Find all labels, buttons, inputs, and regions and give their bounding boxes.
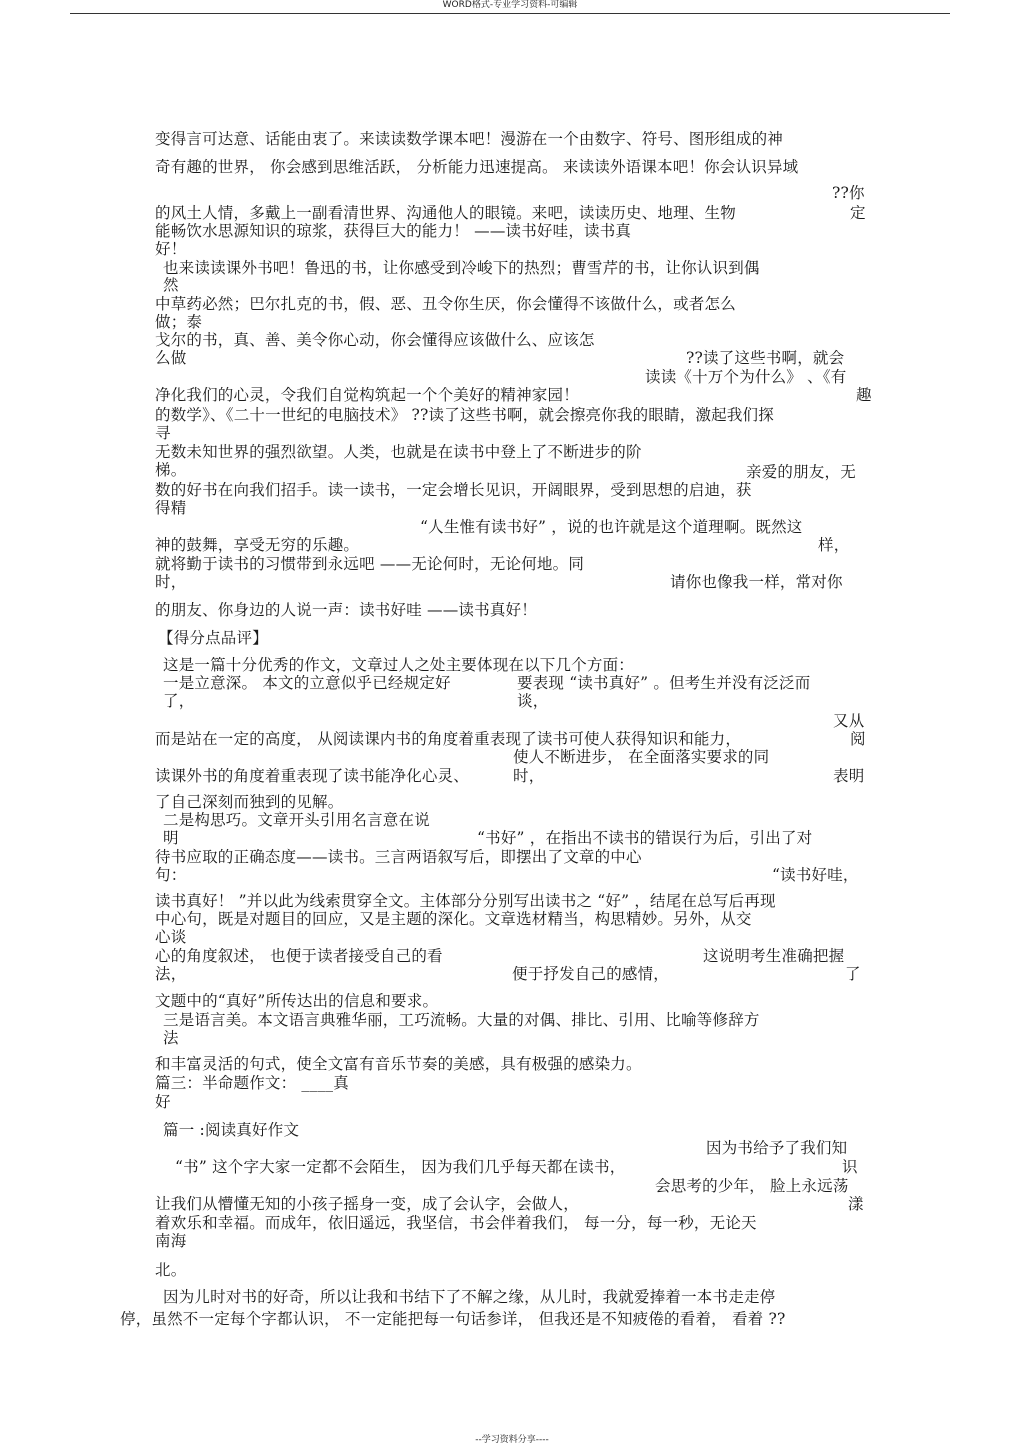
- text-line: 么做: [155, 349, 187, 367]
- text-line: 时，: [513, 767, 545, 785]
- text-line: 这是一篇十分优秀的作文，文章过人之处主要体现在以下几个方面：: [163, 656, 635, 674]
- text-line: 读读《十万个为什么》 、《有: [645, 368, 847, 386]
- text-line: 篇一 :阅读真好作文: [163, 1121, 300, 1139]
- text-line: 北。: [155, 1261, 187, 1279]
- text-line: 南海: [155, 1232, 187, 1250]
- text-line: 能畅饮水思源知识的琼浆，获得巨大的能力！ ——读书好哇，读书真: [155, 222, 632, 240]
- text-line: 法: [163, 1029, 179, 1047]
- text-line: 识: [842, 1158, 858, 1176]
- text-line: 做；泰: [155, 313, 203, 331]
- text-line: 得精: [155, 499, 187, 517]
- text-line: “书好” ，在指出不读书的错误行为后，引出了对: [477, 829, 813, 847]
- text-line: 也来读读课外书吧！鲁迅的书，让你感受到冷峻下的热烈；曹雪芹的书，让你认识到偶: [163, 259, 760, 277]
- text-line: 法，: [155, 965, 187, 983]
- text-line: 时，: [155, 573, 187, 591]
- text-line: 又从: [833, 712, 865, 730]
- text-line: 谈，: [517, 692, 549, 710]
- text-line: 样，: [818, 536, 850, 554]
- text-line: 请你也像我一样，常对你: [670, 573, 843, 591]
- text-line: 【得分点品评】: [158, 629, 268, 647]
- text-line: 因为儿时对书的好奇，所以让我和书结下了不解之缘，从儿时，我就爱捧着一本书走走停: [163, 1288, 776, 1306]
- text-line: 无数未知世界的强烈欲望。人类，也就是在读书中登上了不断进步的阶: [155, 443, 642, 461]
- text-line: 篇三：半命题作文： ____真: [155, 1074, 349, 1092]
- text-line: 净化我们的心灵，令我们自觉构筑起一个个美好的精神家园！: [155, 386, 579, 404]
- page-header: WORD格式-专业学习资料-可编辑: [70, 0, 950, 14]
- text-line: 了，: [163, 692, 195, 710]
- text-line: 神的鼓舞，享受无穷的乐趣。: [155, 536, 360, 554]
- text-line: 然: [163, 276, 179, 294]
- text-line: 中心句，既是对题目的回应，又是主题的深化。文章选材精当，构思精妙。另外，从交: [155, 910, 752, 928]
- text-line: 中草药必然；巴尔扎克的书，假、恶、丑令你生厌，你会懂得不该做什么，或者怎么: [155, 295, 736, 313]
- text-line: 定: [850, 204, 866, 222]
- text-line: 的数学》、《二十一世纪的电脑技术》 ??读了这些书啊，就会擦亮你我的眼睛，激起我们探: [155, 406, 774, 424]
- text-line: 变得言可达意、话能由衷了。来读读数学课本吧！漫游在一个由数字、符号、图形组成的神: [155, 130, 784, 148]
- text-line: 三是语言美。本文语言典雅华丽，工巧流畅。大量的对偶、排比、引用、比喻等修辞方: [163, 1011, 760, 1029]
- text-line: 一是立意深。 本文的立意似乎已经规定好: [163, 674, 451, 692]
- text-line: 寻: [155, 424, 171, 442]
- text-line: 表明: [833, 767, 865, 785]
- text-line: “人生惟有读书好” ，说的也许就是这个道理啊。既然这: [420, 518, 803, 536]
- text-line: ??你: [832, 184, 865, 202]
- text-line: 数的好书在向我们招手。读一读书，一定会增长见识，开阔眼界，受到思想的启迪，获: [155, 481, 752, 499]
- text-line: 的朋友、你身边的人说一声：读书好哇 ——读书真好！: [155, 601, 537, 619]
- text-line: 要表现 “读书真好” 。但考生并没有泛泛而: [517, 674, 811, 692]
- text-line: 而是站在一定的高度， 从阅读课内书的角度着重表现了读书可使人获得知识和能力，: [155, 730, 742, 748]
- text-line: 好！: [155, 240, 187, 258]
- text-line: “读书好哇，: [772, 866, 859, 884]
- text-line: 和丰富灵活的句式，使全文富有音乐节奏的美感，具有极强的感染力。: [155, 1055, 642, 1073]
- text-line: 漾: [848, 1195, 864, 1213]
- text-line: 戈尔的书，真、善、美令你心动，你会懂得应该做什么、应该怎: [155, 331, 595, 349]
- text-line: 明: [163, 829, 179, 847]
- text-line: 让我们从懵懂无知的小孩子摇身一变，成了会认字，会做人，: [155, 1195, 579, 1213]
- text-line: 便于抒发自己的感情，: [512, 965, 670, 983]
- text-line: 趣: [856, 386, 872, 404]
- text-line: 使人不断进步， 在全面落实要求的同: [513, 748, 770, 766]
- text-line: 读书真好！ ”并以此为线索贯穿全文。主体部分分别写出读书之 “好” ，结尾在总写后再现: [155, 892, 776, 910]
- text-line: 读课外书的角度着重表现了读书能净化心灵、: [155, 767, 470, 785]
- page-footer: --学习资料分享----: [475, 1435, 549, 1445]
- text-line: 停，虽然不一定每个字都认识， 不一定能把每一句话参详， 但我还是不知疲倦的看着， 看着 ??: [120, 1310, 786, 1328]
- text-line: 着欢乐和幸福。而成年，依旧遥远，我坚信，书会伴着我们， 每一分，每一秒，无论天: [155, 1214, 757, 1232]
- text-line: 梯。: [155, 461, 187, 479]
- text-line: 了自己深刻而独到的见解。: [155, 793, 344, 811]
- text-line: “书” 这个字大家一定都不会陌生， 因为我们几乎每天都在读书，: [175, 1158, 626, 1176]
- text-line: 阅: [850, 730, 866, 748]
- text-line: 的风土人情，多戴上一副看清世界、沟通他人的眼镜。来吧，读读历史、地理、生物: [155, 204, 736, 222]
- text-line: 待书应取的正确态度——读书。三言两语叙写后，即摆出了文章的中心: [155, 848, 642, 866]
- text-line: 亲爱的朋友，无: [746, 463, 856, 481]
- text-line: 心的角度叙述， 也便于读者接受自己的看: [155, 947, 443, 965]
- text-line: 这说明考生准确把握: [703, 947, 845, 965]
- text-line: 好: [155, 1093, 171, 1111]
- text-line: ??读了这些书啊，就会: [686, 349, 845, 367]
- text-line: 因为书给予了我们知: [706, 1139, 848, 1157]
- text-line: 奇有趣的世界， 你会感到思维活跃， 分析能力迅速提高。 来读读外语课本吧！你会认识异域: [155, 158, 799, 176]
- text-line: 文题中的“真好”所传达出的信息和要求。: [155, 992, 439, 1010]
- text-line: 了: [845, 965, 861, 983]
- text-line: 就将勤于读书的习惯带到永远吧 ——无论何时，无论何地。同: [155, 555, 585, 573]
- text-line: 二是构思巧。文章开头引用名言意在说: [163, 811, 430, 829]
- text-line: 句：: [155, 866, 187, 884]
- text-line: 心谈: [155, 928, 187, 946]
- text-line: 会思考的少年， 脸上永远荡: [655, 1177, 849, 1195]
